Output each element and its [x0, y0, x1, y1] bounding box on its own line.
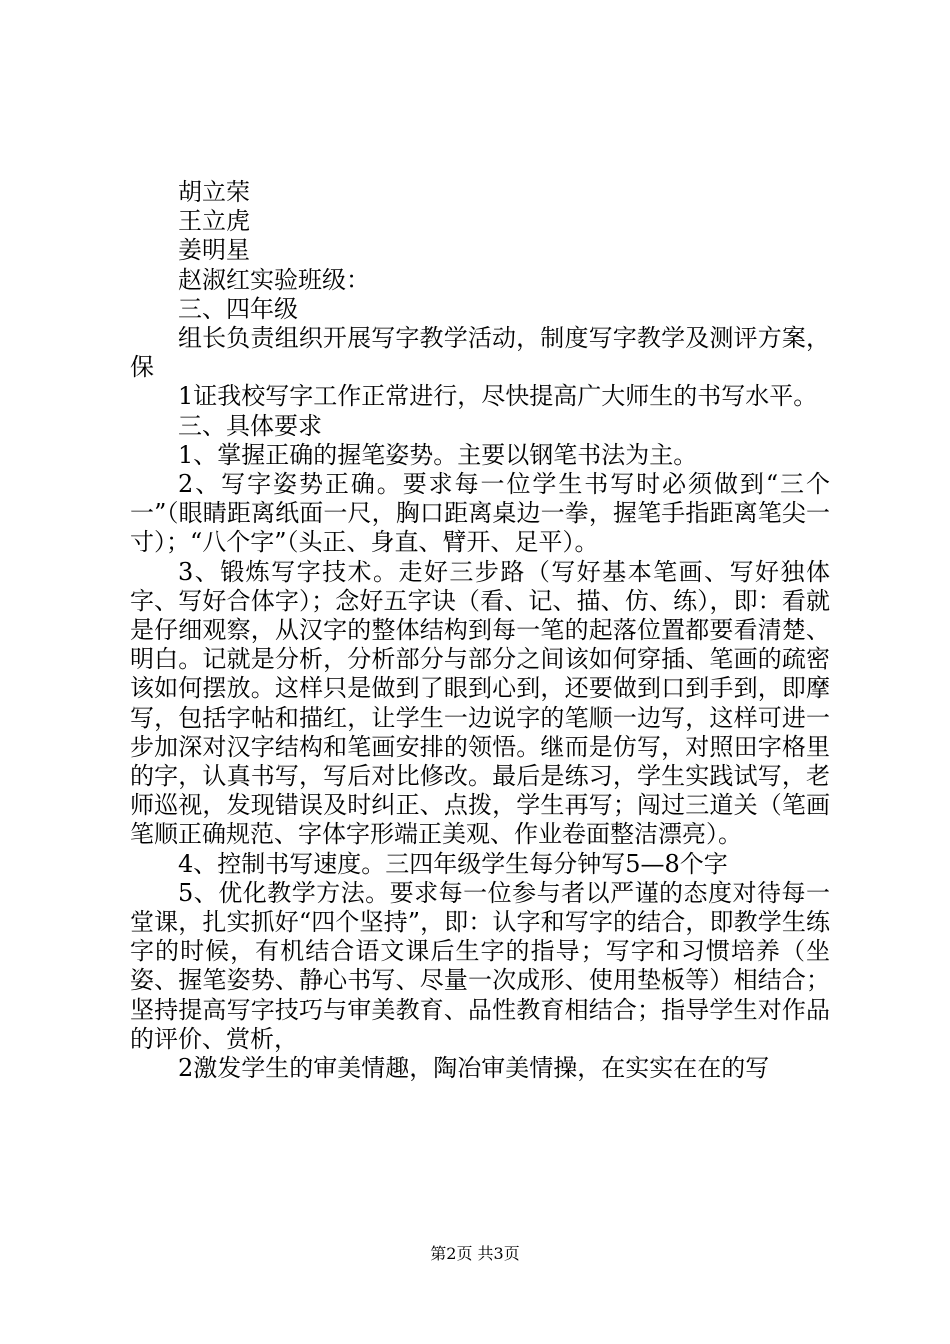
section-heading: 三、具体要求 — [178, 411, 322, 440]
requirement-item: 2、写字姿势正确。要求每一位学生书写时必须做到“三个一”（眼睛距离纸面一尺，胸口距离桌边一拳，握笔手指距离笔尖一寸）；“八个字”（头正、身直、臂开、足平）。 — [130, 470, 830, 557]
grade-line: 三、四年级 — [178, 294, 298, 323]
name-line: 王立虎 — [178, 207, 250, 236]
requirement-item: 1、掌握正确的握笔姿势。主要以钢笔书法为主。 — [178, 440, 698, 469]
name-line: 姜明星 — [178, 236, 250, 265]
page-number-footer: 第2页 共3页 — [430, 1244, 520, 1263]
requirement-item: 3、锻炼写字技术。走好三步路（写好基本笔画、写好独体字、写好合体字）；念好五字诀（看、记、描、仿、练），即：看就是仔细观察，从汉字的整体结构到每一笔的起落位置都要看清楚、明白。记就是分析，分析部分与部分之间该如何穿插、笔画的疏密该如何摆放。这样只是做到了眼到心到，还要做到口到手到，即摩写，包括字帖和描红，让学生一边说字的笔顺一边写，这样可进一步加深对汉字结构和笔画安排的领悟。继而是仿写，对照田字格里的字，认真书写，写后对比修改。最后是练习，学生实践试写，老师巡视，发现错误及时纠正、点拨，学生再写；闯过三道关（笔画笔顺正确规范、字体字形端正美观、作业卷面整洁漂亮）。 — [130, 557, 830, 849]
requirement-item: 5、优化教学方法。要求每一位参与者以严谨的态度对待每一堂课，扎实抓好“四个坚持”，即：认字和写字的结合，即教学生练字的时候，有机结合语文课后生字的指导；写字和习惯培养（坐姿、握笔姿势、静心书写、尽量一次成形、使用垫板等）相结合；坚持提高写字技巧与审美教育、品性教育相结合；指导学生对作品的评价、赏析， — [130, 878, 830, 1053]
name-line: 胡立荣 — [178, 178, 250, 206]
paragraph: 1证我校写字工作正常进行，尽快提高广大师生的书写水平。 — [178, 382, 818, 411]
experiment-class-label: 赵淑红实验班级： — [178, 265, 370, 294]
paragraph: 2激发学生的审美情趣，陶冶审美情操，在实实在在的写 — [178, 1054, 770, 1083]
document-body — [130, 178, 830, 1083]
requirement-item: 4、控制书写速度。三四年级学生每分钟写5—8个字 — [178, 849, 728, 878]
paragraph: 组长负责组织开展写字教学活动，制度写字教学及测评方案，保 — [130, 324, 830, 382]
